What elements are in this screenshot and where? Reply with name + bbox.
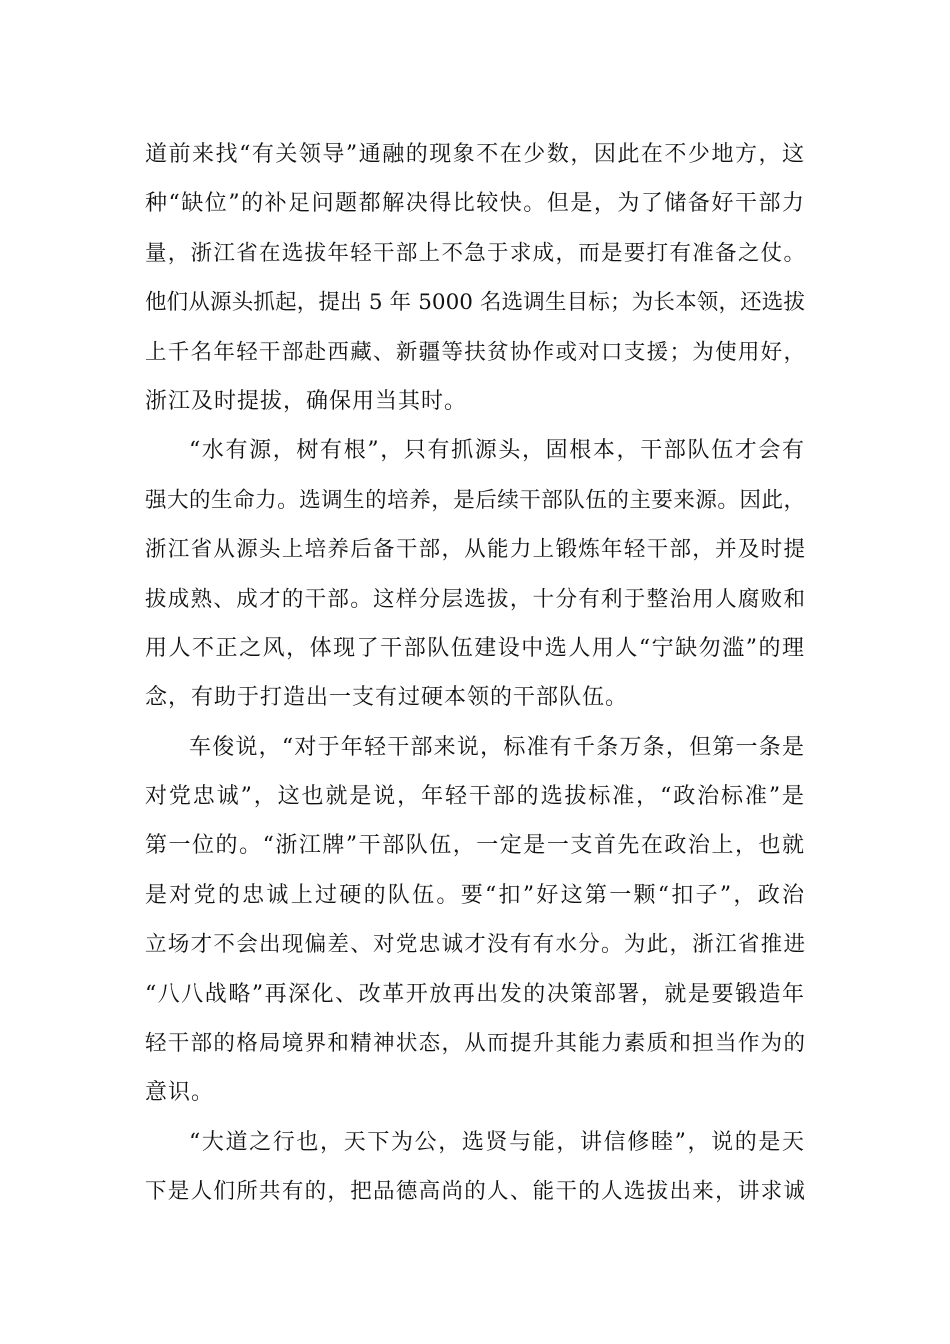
text-line: 道前来找“有关领导”通融的现象不在少数，因此在不少地方，这 — [145, 142, 805, 167]
text-line: 车俊说，“对于年轻干部来说，标准有千条万条，但第一条是 — [189, 734, 805, 760]
text-line: 轻干部的格局境界和精神状态，从而提升其能力素质和担当作为的 — [145, 1031, 805, 1057]
text-line: 第一位的。“浙江牌”干部队伍，一定是一支首先在政治上，也就 — [145, 833, 805, 859]
text-line: 对党忠诚”，这也就是说，年轻干部的选拔标准，“政治标准”是 — [145, 784, 805, 810]
text-line: 是对党的忠诚上过硬的队伍。要“扣”好这第一颗“扣子”，政治 — [145, 882, 805, 908]
text-line: “八八战略”再深化、改革开放再出发的决策部署，就是要锻造年 — [145, 981, 805, 1007]
text-line: 意识。 — [145, 1080, 215, 1106]
text-line: 浙江省从源头上培养后备干部，从能力上锻炼年轻干部，并及时提 — [145, 537, 805, 563]
paragraph-4 — [145, 1118, 805, 1217]
text-line: 他们从源头抓起，提出 5 年 5000 名选调生目标；为长本领，还选拔 — [145, 290, 805, 316]
text-line: 拔成熟、成才的干部。这样分层选拔，十分有利于整治用人腐败和 — [145, 586, 805, 612]
paragraph-1 — [145, 130, 805, 426]
text-line: 种“缺位”的补足问题都解决得比较快。但是，为了储备好干部力 — [145, 191, 805, 217]
text-line: 浙江及时提拔，确保用当其时。 — [145, 388, 468, 414]
text-line: “水有源，树有根”，只有抓源头，固根本，干部队伍才会有 — [189, 438, 805, 464]
paragraph-3 — [145, 723, 805, 1118]
text-line: 强大的生命力。选调生的培养，是后续干部队伍的主要来源。因此， — [145, 487, 805, 513]
text-line: 立场才不会出现偏差、对党忠诚才没有有水分。为此，浙江省推进 — [145, 932, 805, 958]
text-line: 下是人们所共有的，把品德高尚的人、能干的人选拔出来，讲求诚 — [145, 1179, 805, 1205]
text-line: 量，浙江省在选拔年轻干部上不急于求成，而是要打有准备之仗。 — [145, 240, 805, 266]
text-line: “大道之行也，天下为公，选贤与能，讲信修睦”，说的是天 — [189, 1129, 805, 1155]
text-line: 上千名年轻干部赴西藏、新疆等扶贫协作或对口支援；为使用好， — [145, 339, 805, 365]
body-text — [145, 130, 805, 1217]
paragraph-2 — [145, 426, 805, 722]
text-line: 念，有助于打造出一支有过硬本领的干部队伍。 — [145, 685, 629, 711]
text-line: 用人不正之风，体现了干部队伍建设中选人用人“宁缺勿滥”的理 — [145, 635, 805, 661]
